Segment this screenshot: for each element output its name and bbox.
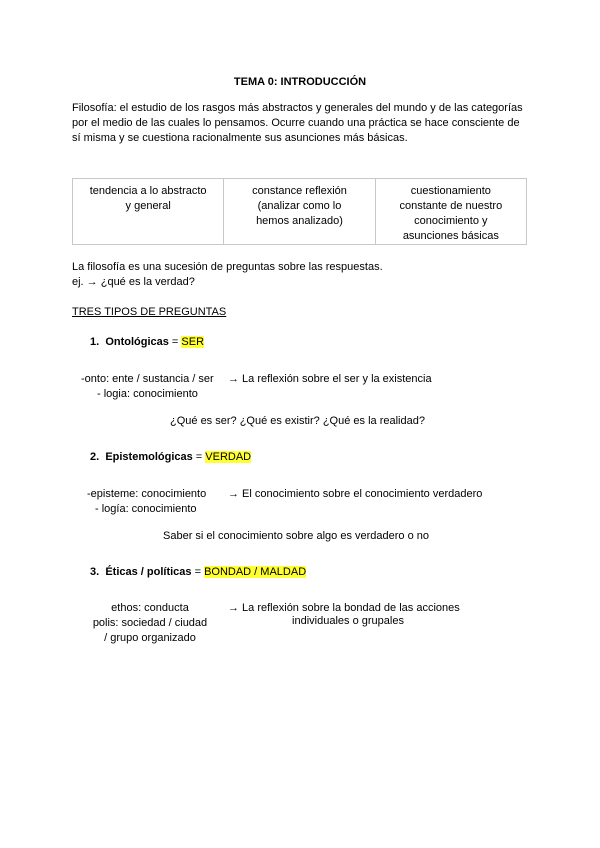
- section-number: 3.: [90, 566, 100, 578]
- table-cell-reflexion: [224, 179, 375, 245]
- cell-line: (analizar como lo: [257, 200, 342, 212]
- tipos-heading: TRES TIPOS DE PREGUNTAS: [72, 306, 227, 318]
- highlight-verdad: VERDAD: [205, 451, 252, 463]
- table-row: [73, 179, 527, 245]
- equals-sign: =: [192, 451, 206, 463]
- example-text: ej. → ¿qué es la verdad?: [72, 276, 195, 288]
- arrow-ontologicas: → La reflexión sobre el ser y la existencia: [228, 373, 432, 385]
- sucesion-text: La filosofía es una sucesión de preguntas sobre las respuestas.: [72, 261, 383, 273]
- etym-episteme: -episteme: conocimiento: [87, 488, 207, 500]
- highlight-bondad-maldad: BONDAD / MALDAD: [204, 566, 307, 578]
- highlight-ser: SER: [181, 336, 205, 348]
- section-heading-eticas: [90, 565, 306, 580]
- section-name: Epistemológicas: [105, 451, 193, 463]
- equals-sign: =: [191, 566, 205, 578]
- etym-logia: - logia: conocimiento: [97, 388, 198, 400]
- table-cell-cuestionamiento: [375, 179, 526, 245]
- table-cell-abstraccion: [73, 179, 224, 245]
- section-name: Ontológicas: [105, 336, 169, 348]
- arrow-epistemologicas: → El conocimiento sobre el conocimiento verdadero: [228, 488, 483, 500]
- section-number: 2.: [90, 451, 100, 463]
- intro-paragraph: [72, 101, 528, 146]
- cell-line: constance reflexión: [252, 185, 347, 197]
- etym-logia: - logía: conocimiento: [95, 503, 197, 515]
- cell-line: cuestionamiento: [410, 185, 491, 197]
- cell-line: tendencia a lo abstracto: [89, 185, 207, 197]
- section-heading-ontologicas: [90, 335, 204, 350]
- question-ontologicas: ¿Qué es ser? ¿Qué es existir? ¿Qué es la realidad?: [170, 415, 425, 427]
- section-name: Éticas / políticas: [105, 566, 192, 578]
- concepts-table: [72, 178, 527, 245]
- intro-line: por el medio de las cuales lo pensamos. Ocurre cuando una práctica se hace consciente de: [72, 117, 520, 129]
- equals-sign: =: [168, 336, 182, 348]
- section-heading-epistemologicas: [90, 450, 251, 465]
- section-number: 1.: [90, 336, 100, 348]
- page-title: TEMA 0: INTRODUCCIÓN: [233, 76, 367, 88]
- intro-line: Filosofía: el estudio de los rasgos más abstractos y generales del mundo y de las categorías: [72, 102, 523, 114]
- etym-polis: polis: sociedad / ciudad: [92, 617, 208, 629]
- cell-line: conocimiento y: [414, 215, 488, 227]
- cell-line: y general: [125, 200, 171, 212]
- intro-line: sí misma y se cuestiona racionalmente sus asunciones más básicas.: [72, 132, 408, 144]
- question-epistemologicas: Saber si el conocimiento sobre algo es verdadero o no: [163, 530, 429, 542]
- cell-line: asunciones básicas: [402, 230, 499, 242]
- arrow-eticas-cont: individuales o grupales: [292, 615, 404, 627]
- etym-grupo: / grupo organizado: [104, 632, 196, 644]
- arrow-eticas: → La reflexión sobre la bondad de las acciones: [228, 602, 460, 614]
- etym-onto: -onto: ente / sustancia / ser: [81, 373, 214, 385]
- cell-line: constante de nuestro: [399, 200, 503, 212]
- etym-ethos: ethos: conducta: [111, 602, 189, 614]
- cell-line: hemos analizado): [256, 215, 343, 227]
